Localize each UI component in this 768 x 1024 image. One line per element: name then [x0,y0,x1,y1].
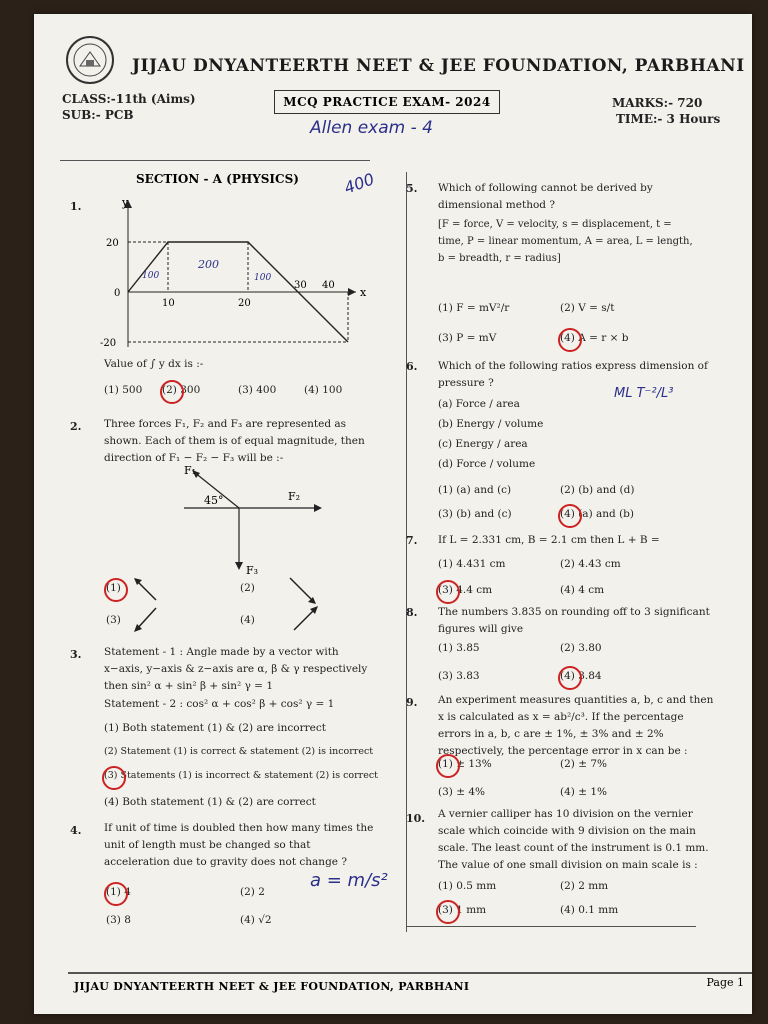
option[interactable]: (2) 4.43 cm [560,558,621,570]
option[interactable]: (2) 300 [162,384,201,396]
option[interactable]: (2) [240,582,255,594]
option[interactable]: (2) 2 [240,886,265,898]
force-label-f3: F₃ [246,564,259,577]
question-number: 4. [70,824,82,837]
exam-page [34,14,752,1014]
area-graph [98,192,368,354]
option[interactable]: (3) (b) and (c) [438,508,512,520]
statement-2: Statement - 2 : cos² α + cos² β + cos² γ = 1 [104,698,335,710]
footer-rule [68,972,752,974]
option[interactable]: (3) 8 [106,914,131,926]
page-number: Page 1 [706,976,744,989]
option[interactable]: (2) 2 mm [560,880,609,892]
option[interactable]: (2) 3.80 [560,642,602,654]
angle-label: 45° [204,494,224,507]
answer-mark [436,754,460,778]
handwritten-note: a = m/s² [310,870,388,891]
statement-1: Statement - 1 : Angle made by a vector with x−axis, y−axis & z−axis are α, β & γ respectively then sin² α + sin² β + sin² γ = 1 [104,646,368,692]
answer-mark [558,504,582,528]
question-text: If L = 2.331 cm, B = 2.1 cm then L + B = [438,534,660,546]
marks-label: MARKS:- 720 [612,96,703,110]
question-text: Value of ∫ y dx is :- [104,358,204,370]
option[interactable]: (4) 4 cm [560,584,605,596]
question-number: 6. [406,360,418,373]
class-label: CLASS:-11th (Aims) [62,92,196,106]
option[interactable]: (2) (b) and (d) [560,484,635,496]
option[interactable]: (1) [106,582,121,594]
tick-label: 20 [106,238,119,249]
question-text: The numbers 3.835 on rounding off to 3 significant figures will give [438,606,710,635]
answer-mark [436,580,460,604]
option[interactable]: (3) 1 mm [438,904,487,916]
option[interactable]: (3) [106,614,121,626]
question-number: 1. [70,200,82,213]
divider [406,926,696,927]
answer-mark [104,882,128,906]
tick-label: 20 [238,298,251,309]
page-title: JIJAU DNYANTEERTH NEET & JEE FOUNDATION, PARBHANI [132,56,745,76]
answer-mark [160,380,184,404]
answer-mark [558,328,582,352]
option[interactable]: (4) 0.1 mm [560,904,619,916]
question-number: 5. [406,182,418,195]
answer-mark [558,666,582,690]
option[interactable]: (3) P = mV [438,332,497,344]
question-text: Which of following cannot be derived by dimensional method ? [438,182,653,211]
question-number: 2. [70,420,82,433]
area-note: 100 [142,271,160,281]
tick-label: 0 [114,288,121,299]
option[interactable]: (1) 4.431 cm [438,558,506,570]
option-item: (b) Energy / volume [438,418,544,430]
option[interactable]: (4) Both statement (1) & (2) are correct [104,796,316,808]
exam-title: MCQ PRACTICE EXAM- 2024 [274,90,500,114]
option[interactable]: (3) 400 [238,384,277,396]
divider [60,160,370,161]
option[interactable]: (4) 100 [304,384,343,396]
area-note: 200 [198,258,219,271]
tick-label: -20 [100,338,117,349]
question-number: 7. [406,534,418,547]
option[interactable]: (3) 4.4 cm [438,584,493,596]
tick-label: 40 [322,280,335,291]
answer-mark [104,578,128,602]
handwritten-note-400: 400 [341,169,377,198]
area-note: 100 [254,273,272,283]
tick-label: 30 [294,280,307,291]
option[interactable]: (1) ± 13% [438,758,492,770]
option[interactable]: (4) √2 [240,914,272,926]
foundation-logo [66,36,114,84]
option[interactable]: (4) (a) and (b) [560,508,634,520]
option[interactable]: (2) ± 7% [560,758,608,770]
question-number: 8. [406,606,418,619]
section-heading: SECTION - A (PHYSICS) [136,172,299,186]
graph-y-label: y [122,196,129,209]
question-number: 3. [70,648,82,661]
option[interactable]: (3) 3.83 [438,670,480,682]
question-legend: [F = force, V = velocity, s = displacement, t = time, P = linear momentum, A = area, L = length, b = breadth, r = radius] [438,219,693,264]
option[interactable]: (2) Statement (1) is correct & statement (2) is incorrect [104,746,374,757]
option-item: (a) Force / area [438,398,520,410]
question-number: 10. [406,812,426,825]
handwritten-exam-note: Allen exam - 4 [310,118,433,138]
option[interactable]: (4) [240,614,255,626]
arrow-options [130,572,370,634]
question-text: Three forces F₁, F₂ and F₃ are represented as shown. Each of them is of equal magnitude, then direction of F₁ − F₂ − F₃ will be :- [104,418,365,464]
question-text: Which of the following ratios express dimension of pressure ? [438,360,708,389]
option[interactable]: (1) 0.5 mm [438,880,497,892]
subject-label: SUB:- PCB [62,108,134,122]
option[interactable]: (1) F = mV²/r [438,302,510,314]
footer-text: JIJAU DNYANTEERTH NEET & JEE FOUNDATION, PARBHANI [74,980,470,993]
option[interactable]: (4) A = r × b [560,332,629,344]
question-text: If unit of time is doubled then how many times the unit of length must be changed so that acceleration due to gravity does not change ? [104,822,374,868]
option[interactable]: (1) Both statement (1) & (2) are incorrect [104,722,326,734]
question-text: A vernier calliper has 10 division on the vernier scale which coincide with 9 division on the main scale. The least count of the instrument is 0.1 mm. The value of one small division on main scale is : [438,808,709,871]
graph-x-label: x [360,286,367,299]
option[interactable]: (3) ± 4% [438,786,486,798]
option[interactable]: (4) 3.84 [560,670,602,682]
answer-mark [436,900,460,924]
option[interactable]: (4) ± 1% [560,786,608,798]
option[interactable]: (1) (a) and (c) [438,484,512,496]
option[interactable]: (1) 500 [104,384,143,396]
answer-mark [102,766,126,790]
option[interactable]: (2) V = s/t [560,302,615,314]
tick-label: 10 [162,298,175,309]
question-number: 9. [406,696,418,709]
option-item: (d) Force / volume [438,458,536,470]
option[interactable]: (3) Statements (1) is incorrect & statement (2) is correct [104,770,378,781]
force-label-f2: F₂ [288,490,301,503]
option-item: (c) Energy / area [438,438,528,450]
question-text: An experiment measures quantities a, b, c and then x is calculated as x = ab²/c³. If the percentage errors in a, b, c are ± 1%, ± 3% and ± 2% respectively, the percentage error in x can be : [438,694,714,757]
option[interactable]: (1) 3.85 [438,642,480,654]
force-label-f1: F₁ [184,466,197,477]
option[interactable]: (1) 4 [106,886,131,898]
time-label: TIME:- 3 Hours [616,112,721,126]
force-diagram [154,466,334,586]
handwritten-note: ML T⁻²/L³ [614,386,674,401]
